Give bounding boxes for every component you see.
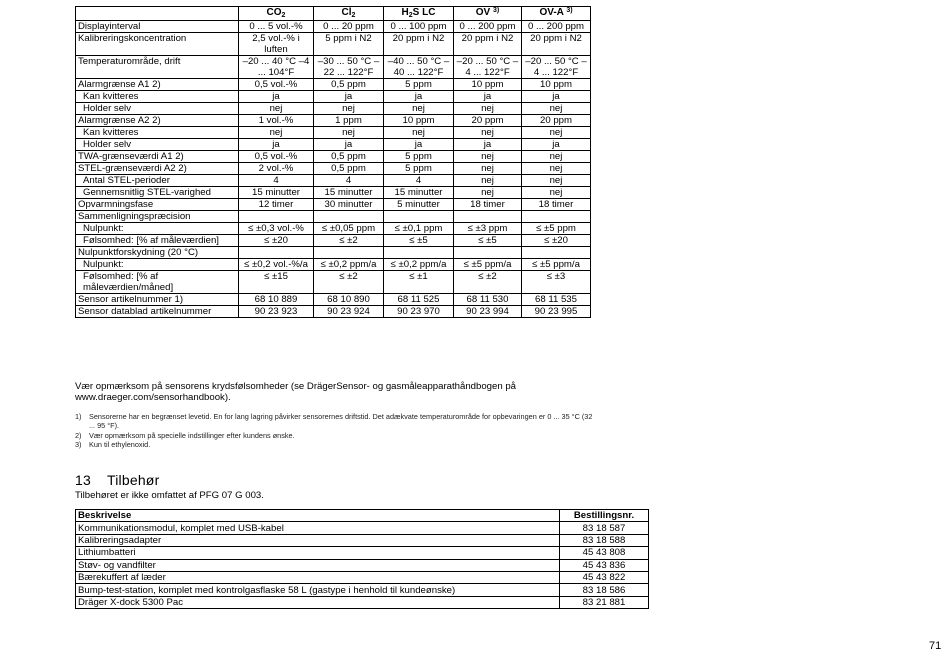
accessory-order-number: 83 21 881 (560, 596, 649, 608)
footnote-text: Sensorerne har en begrænset levetid. En for lang lagring påvirker sensorernes driftstid. Det adækvate temperaturområde for opbevaringen er 0 ... 35 °C (32 ... 95 °F). (89, 412, 593, 431)
spec-cell: ≤ ±2 (454, 271, 522, 294)
spec-cell (239, 211, 314, 223)
col-cl2: $Cl_2$ (314, 7, 384, 21)
spec-row (76, 294, 591, 306)
spec-row-label: Kalibreringskoncentration (76, 33, 239, 56)
spec-row (76, 115, 591, 127)
spec-cell: 1 ppm (314, 115, 384, 127)
spec-row (76, 223, 591, 235)
spec-cell: ≤ ±0,2 vol.-%/a (239, 259, 314, 271)
page-number: 71 (929, 640, 942, 652)
cross-sensitivity-note: Vær opmærksom på sensorens krydsfølsomheder (se DrägerSensor- og gasmåleapparathåndbogen på www.draeger.com/sensorhandbook). (75, 381, 517, 403)
spec-cell: ja (522, 91, 591, 103)
spec-cell: 10 ppm (384, 115, 454, 127)
spec-row (76, 259, 591, 271)
spec-row-label: Sensor artikelnummer 1) (76, 294, 239, 306)
accessory-order-number: 45 43 836 (560, 559, 649, 571)
spec-cell: ja (454, 139, 522, 151)
spec-row (76, 199, 591, 211)
col-co2: $CO_2$ (239, 7, 314, 21)
spec-row-label: Følsomhed: [% af måleværdien/måned] (76, 271, 239, 294)
spec-row-label: Gennemsnitlig STEL-varighed (76, 187, 239, 199)
spec-cell: 68 10 889 (239, 294, 314, 306)
accessory-description: Bærekuffert af læder (76, 571, 560, 583)
spec-cell: –20 ... 50 °C –4 ... 122°F (522, 56, 591, 79)
accessory-row (76, 596, 649, 608)
spec-row-label: Kan kvitteres (76, 91, 239, 103)
spec-cell: 0,5 ppm (314, 151, 384, 163)
spec-cell: nej (522, 151, 591, 163)
spec-cell: 2 vol.-% (239, 163, 314, 175)
accessory-row (76, 547, 649, 559)
spec-row-label: Holder selv (76, 139, 239, 151)
spec-row-label: Alarmgrænse A2 2) (76, 115, 239, 127)
accessory-description: Bump-test-station, komplet med kontrolgasflaske 58 L (gastype i henhold til kundeønske) (76, 584, 560, 596)
spec-cell: nej (454, 175, 522, 187)
spec-cell: ja (454, 91, 522, 103)
accessory-description: Dräger X-dock 5300 Pac (76, 596, 560, 608)
accessory-description: Støv- og vandfilter (76, 559, 560, 571)
spec-cell: 90 23 970 (384, 306, 454, 318)
footnote-number: 2) (75, 430, 82, 440)
accessory-description: Kommunikationsmodul, komplet med USB-kabel (76, 522, 560, 534)
spec-cell: 15 minutter (314, 187, 384, 199)
spec-row-label: Kan kvitteres (76, 127, 239, 139)
spec-cell: –20 ... 40 °C –4 ... 104°F (239, 56, 314, 79)
spec-row-label: Temperaturområde, drift (76, 56, 239, 79)
footnote (75, 440, 595, 449)
spec-cell: 90 23 923 (239, 306, 314, 318)
spec-cell: 20 ppm i N2 (384, 33, 454, 56)
accessory-row (76, 534, 649, 546)
spec-cell: ja (314, 139, 384, 151)
spec-row (76, 175, 591, 187)
spec-cell: 4 (239, 175, 314, 187)
spec-row (76, 79, 591, 91)
spec-row-label: Antal STEL-perioder (76, 175, 239, 187)
spec-row (76, 271, 591, 294)
spec-cell: 0,5 vol.-% (239, 151, 314, 163)
spec-cell: 18 timer (454, 199, 522, 211)
spec-cell: 0 ... 200 ppm (454, 21, 522, 33)
spec-cell: 5 ppm (384, 163, 454, 175)
spec-row-label: Opvarmningsfase (76, 199, 239, 211)
spec-row (76, 247, 591, 259)
spec-cell: 15 minutter (384, 187, 454, 199)
spec-row-label: Nulpunkt: (76, 259, 239, 271)
accessory-row (76, 522, 649, 534)
spec-cell (314, 211, 384, 223)
section-heading (75, 472, 159, 488)
spec-cell: nej (239, 103, 314, 115)
section-title: Tilbehør (107, 472, 160, 488)
spec-cell: nej (454, 187, 522, 199)
spec-row (76, 127, 591, 139)
spec-cell: ja (384, 139, 454, 151)
spec-row-label: STEL-grænseværdi A2 2) (76, 163, 239, 175)
spec-cell: ≤ ±2 (314, 235, 384, 247)
spec-cell: 0,5 vol.-% (239, 79, 314, 91)
spec-row (76, 139, 591, 151)
spec-cell: ≤ ±0,1 ppm (384, 223, 454, 235)
spec-cell: nej (522, 187, 591, 199)
spec-cell: nej (239, 127, 314, 139)
spec-cell: 0 ... 5 vol.-% (239, 21, 314, 33)
spec-row (76, 21, 591, 33)
spec-cell: 0 ... 200 ppm (522, 21, 591, 33)
footnote-number: 1) (75, 412, 82, 421)
spec-row (76, 151, 591, 163)
spec-cell: nej (522, 103, 591, 115)
spec-cell: 0 ... 100 ppm (384, 21, 454, 33)
spec-cell: ≤ ±0,3 vol.-% (239, 223, 314, 235)
spec-cell: ≤ ±3 (522, 271, 591, 294)
spec-cell: nej (384, 127, 454, 139)
col-ov: OV $^{3)}$ (454, 7, 522, 21)
spec-row-label: Alarmgrænse A1 2) (76, 79, 239, 91)
accessory-row (76, 559, 649, 571)
spec-cell: ja (384, 91, 454, 103)
spec-cell: 90 23 994 (454, 306, 522, 318)
spec-cell: –20 ... 50 °C –4 ... 122°F (454, 56, 522, 79)
spec-cell: nej (384, 103, 454, 115)
spec-cell: ≤ ±5 ppm/a (454, 259, 522, 271)
accessory-description: Lithiumbatteri (76, 547, 560, 559)
spec-cell: ≤ ±5 ppm (522, 223, 591, 235)
footnotes (75, 412, 595, 449)
spec-row (76, 187, 591, 199)
spec-cell: –30 ... 50 °C –22 ... 122°F (314, 56, 384, 79)
spec-cell: 0 ... 20 ppm (314, 21, 384, 33)
accessory-order-number: 83 18 587 (560, 522, 649, 534)
spec-cell: nej (314, 103, 384, 115)
col-ov-a: OV-A $^{3)}$ (522, 7, 591, 21)
spec-row (76, 163, 591, 175)
accessory-description: Kalibreringsadapter (76, 534, 560, 546)
spec-cell (239, 247, 314, 259)
spec-cell (314, 247, 384, 259)
spec-cell: nej (454, 151, 522, 163)
spec-cell: 68 11 535 (522, 294, 591, 306)
header-description: Beskrivelse (76, 510, 560, 522)
footnote (75, 412, 595, 431)
spec-cell: 4 (314, 175, 384, 187)
spec-cell: nej (522, 127, 591, 139)
spec-cell: 15 minutter (239, 187, 314, 199)
spec-row (76, 56, 591, 79)
accessory-row (76, 584, 649, 596)
spec-cell: nej (522, 175, 591, 187)
spec-cell: 20 ppm (454, 115, 522, 127)
spec-row-label: Sensor datablad artikelnummer (76, 306, 239, 318)
spec-cell (454, 247, 522, 259)
accessory-order-number: 45 43 822 (560, 571, 649, 583)
spec-cell: 90 23 924 (314, 306, 384, 318)
spec-header-row (76, 7, 591, 21)
spec-cell: ≤ ±20 (522, 235, 591, 247)
spec-row-label: Nulpunktforskydning (20 °C) (76, 247, 239, 259)
spec-cell: nej (454, 127, 522, 139)
section-intro: Tilbehøret er ikke omfattet af PFG 07 G 003. (75, 490, 264, 501)
spec-cell: 0,5 ppm (314, 79, 384, 91)
spec-row-label: Nulpunkt: (76, 223, 239, 235)
spec-row (76, 211, 591, 223)
spec-cell (522, 247, 591, 259)
spec-header-empty (76, 7, 239, 21)
spec-cell: ≤ ±3 ppm (454, 223, 522, 235)
accessory-order-number: 45 43 808 (560, 547, 649, 559)
spec-cell: –40 ... 50 °C –40 ... 122°F (384, 56, 454, 79)
spec-row-label: Holder selv (76, 103, 239, 115)
spec-cell: 68 11 530 (454, 294, 522, 306)
spec-cell: 68 10 890 (314, 294, 384, 306)
footnote (75, 431, 595, 440)
spec-cell: ja (314, 91, 384, 103)
accessory-order-number: 83 18 586 (560, 584, 649, 596)
accessories-table (75, 509, 649, 609)
spec-cell: ≤ ±2 (314, 271, 384, 294)
header-order-number: Bestillingsnr. (560, 510, 649, 522)
spec-row-label: Sammenligningspræcision (76, 211, 239, 223)
spec-cell: 10 ppm (522, 79, 591, 91)
spec-cell: 20 ppm i N2 (454, 33, 522, 56)
spec-cell: ja (239, 91, 314, 103)
spec-cell: 4 (384, 175, 454, 187)
footnote-text: Kun til ethylenoxid. (89, 439, 151, 449)
spec-cell: 18 timer (522, 199, 591, 211)
spec-cell: 5 ppm (384, 151, 454, 163)
spec-cell: nej (454, 103, 522, 115)
spec-cell: nej (454, 163, 522, 175)
spec-cell (384, 211, 454, 223)
spec-cell: ≤ ±5 (384, 235, 454, 247)
spec-cell: ≤ ±0,05 ppm (314, 223, 384, 235)
spec-cell: ≤ ±5 ppm/a (522, 259, 591, 271)
section-number: 13 (75, 472, 91, 488)
spec-cell: ≤ ±5 (454, 235, 522, 247)
spec-row-label: Følsomhed: [% af måleværdien] (76, 235, 239, 247)
spec-row-label: TWA-grænseværdi A1 2) (76, 151, 239, 163)
spec-cell: nej (522, 163, 591, 175)
spec-cell: 5 ppm (384, 79, 454, 91)
spec-cell: 12 timer (239, 199, 314, 211)
spec-cell: ja (239, 139, 314, 151)
spec-cell: 30 minutter (314, 199, 384, 211)
spec-cell: 5 ppm i N2 (314, 33, 384, 56)
spec-row (76, 235, 591, 247)
sensor-spec-table (75, 6, 591, 318)
spec-cell: ≤ ±15 (239, 271, 314, 294)
spec-cell: 5 minutter (384, 199, 454, 211)
spec-cell: 0,5 ppm (314, 163, 384, 175)
spec-cell: 2,5 vol.-% i luften (239, 33, 314, 56)
spec-cell: ≤ ±20 (239, 235, 314, 247)
spec-cell: 90 23 995 (522, 306, 591, 318)
footnote-number: 3) (75, 439, 82, 449)
spec-cell (454, 211, 522, 223)
accessories-header-row (76, 510, 649, 522)
spec-cell (522, 211, 591, 223)
spec-cell: ≤ ±1 (384, 271, 454, 294)
spec-cell: 10 ppm (454, 79, 522, 91)
spec-cell: ≤ ±0,2 ppm/a (314, 259, 384, 271)
accessory-row (76, 571, 649, 583)
spec-cell: nej (314, 127, 384, 139)
spec-cell: ja (522, 139, 591, 151)
accessory-order-number: 83 18 588 (560, 534, 649, 546)
spec-cell: ≤ ±0,2 ppm/a (384, 259, 454, 271)
col-h2s-lc: $H_2S$ LC (384, 7, 454, 21)
spec-cell: 20 ppm i N2 (522, 33, 591, 56)
spec-cell: 1 vol.-% (239, 115, 314, 127)
spec-row (76, 306, 591, 318)
spec-row (76, 103, 591, 115)
footnote-text: Vær opmærksom på specielle indstillinger efter kundens ønske. (89, 430, 295, 440)
spec-row (76, 33, 591, 56)
spec-row (76, 91, 591, 103)
spec-cell: 20 ppm (522, 115, 591, 127)
spec-cell: 68 11 525 (384, 294, 454, 306)
spec-row-label: Displayinterval (76, 21, 239, 33)
spec-cell (384, 247, 454, 259)
